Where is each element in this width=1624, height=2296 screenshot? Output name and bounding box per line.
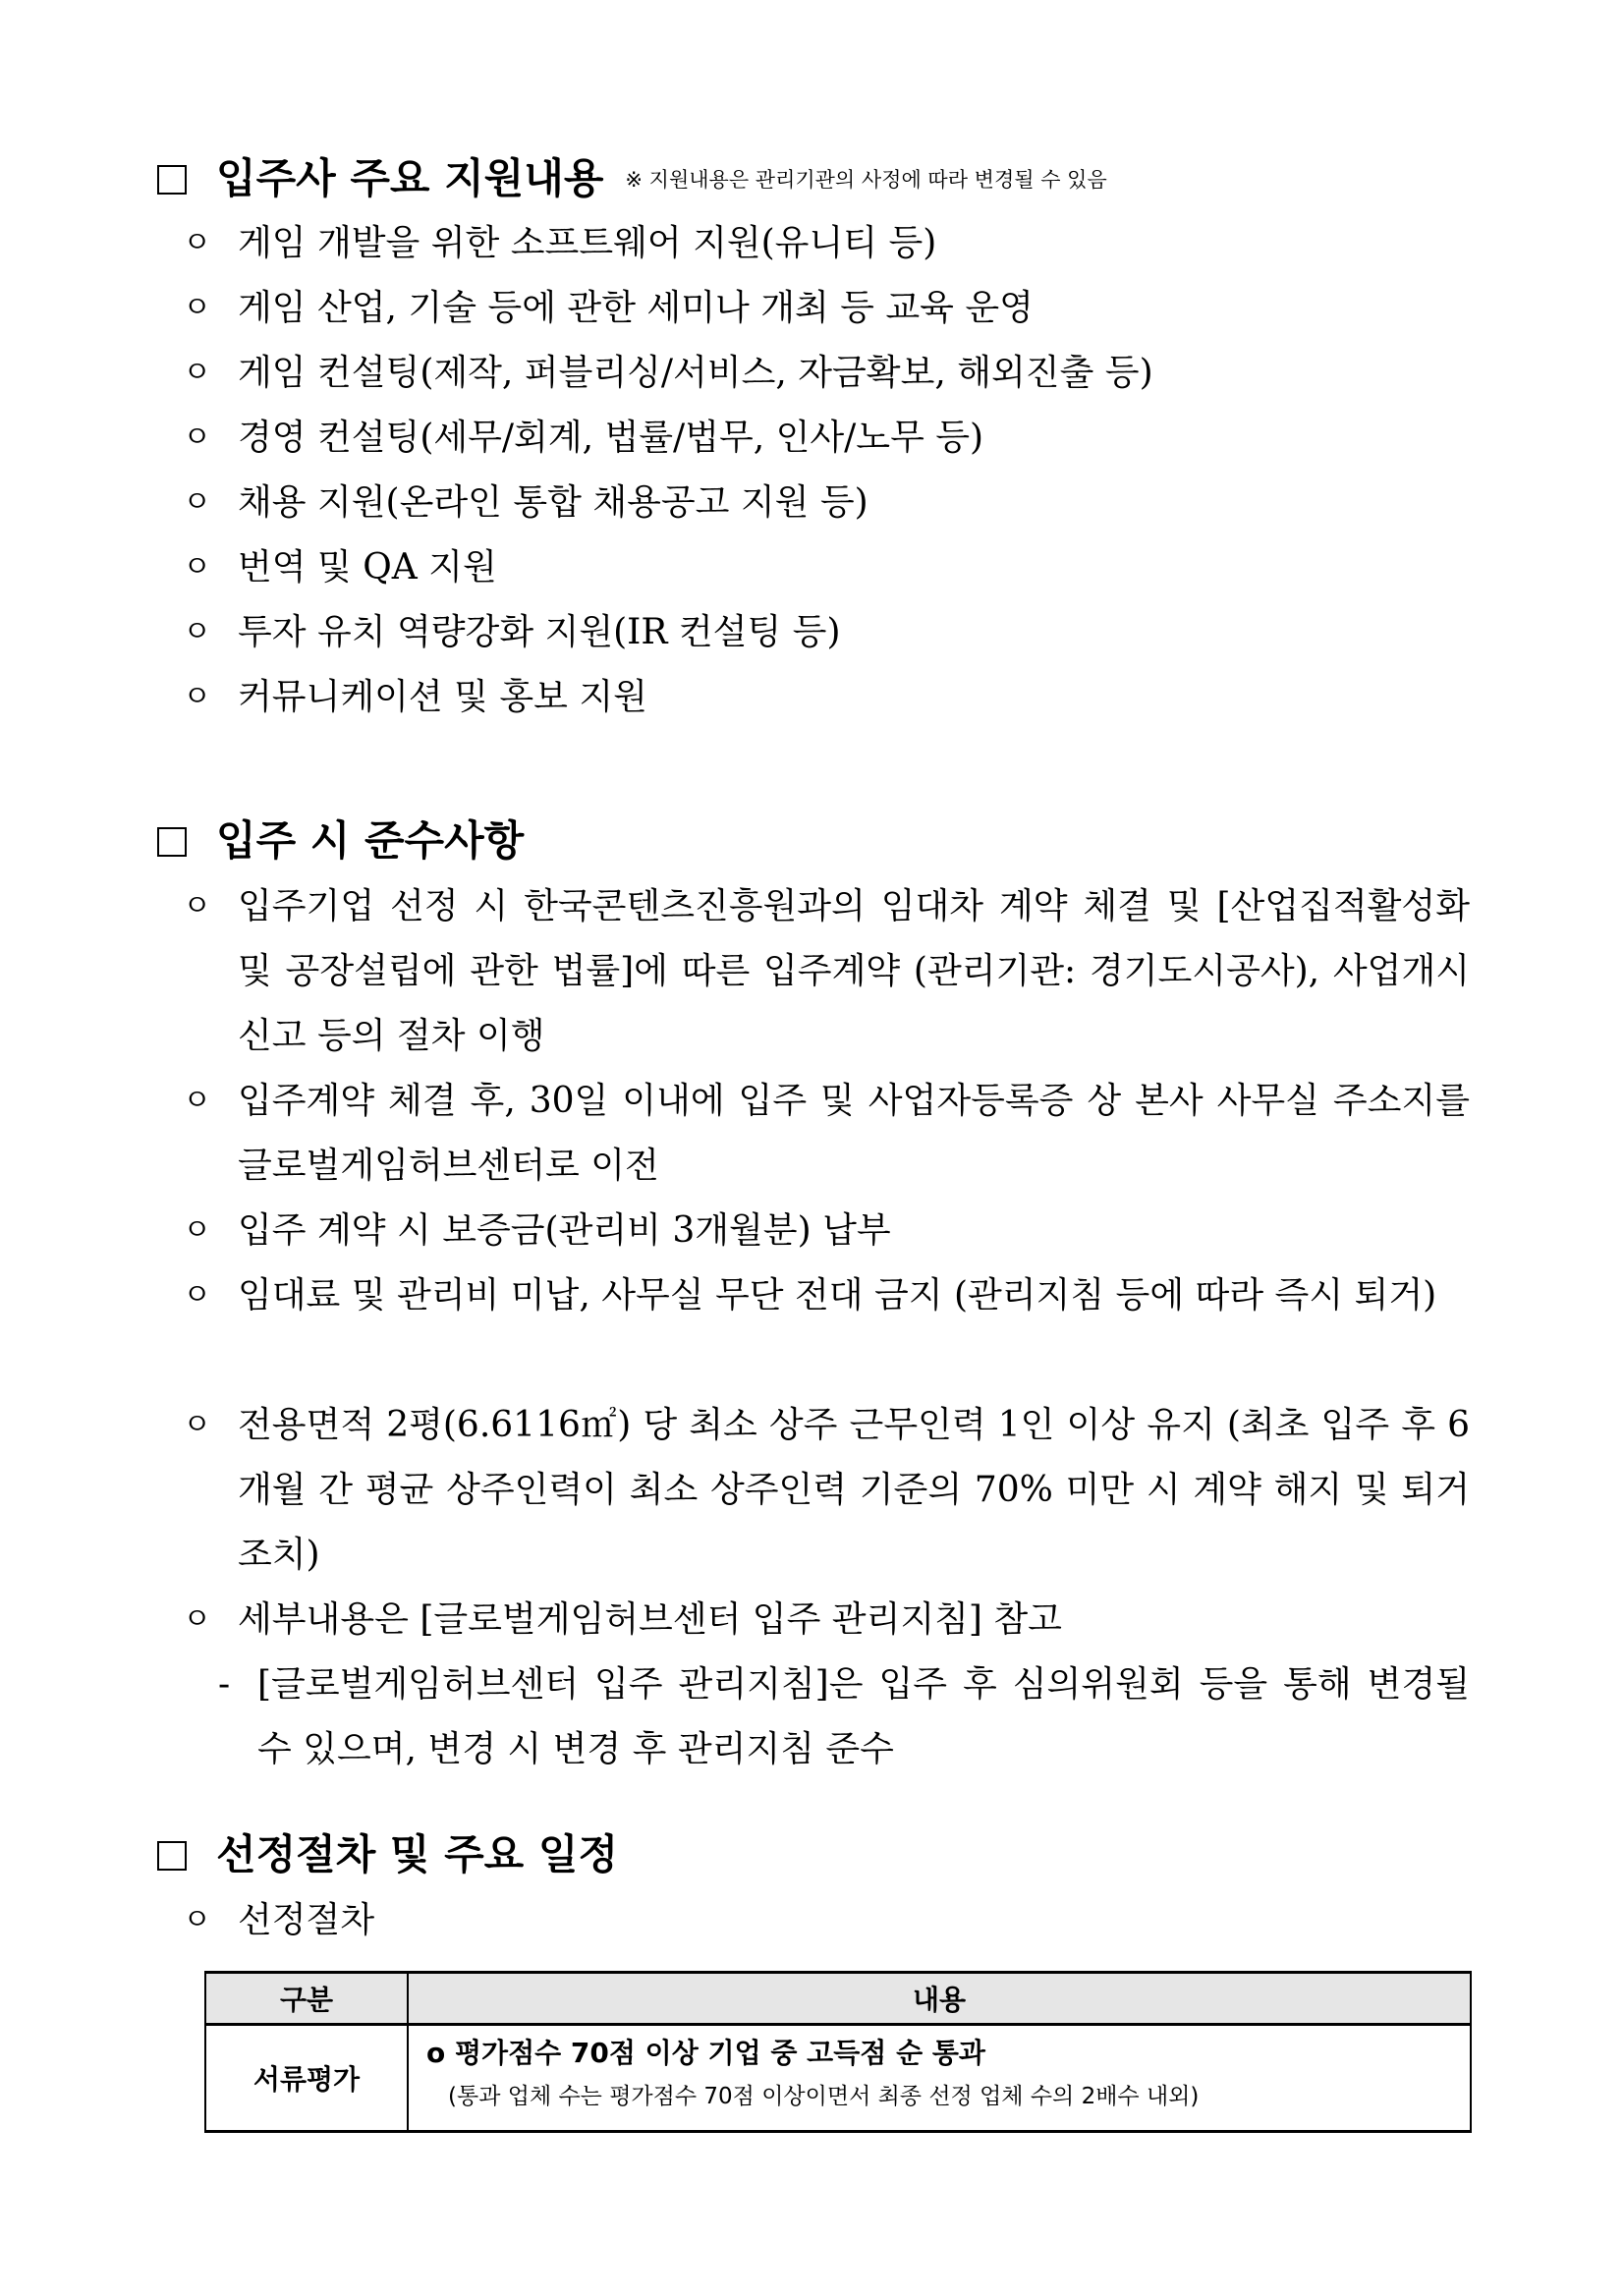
checkbox-icon [157,1841,187,1871]
list-item: ㅇ 번역 및 QA 지원 [183,535,1470,600]
bullet-icon: ㅇ [183,1084,211,1118]
list-item: ㅇ 투자 유치 역량강화 지원(IR 컨설팅 등) [183,600,1470,665]
list-item: ㅇ 커뮤니케이션 및 홍보 지원 [183,665,1470,730]
list-item: ㅇ 게임 개발을 위한 소프트웨어 지원(유니티 등) [183,211,1470,276]
content-sub: (통과 업체 수는 평가점수 70점 이상이면서 최종 선정 업체 수의 2배수 내외) [448,2084,1200,2109]
section-note: ※ 지원내용은 관리기관의 사정에 따라 변경될 수 있음 [625,168,1107,192]
bullet-icon: ㅇ [183,1903,211,1937]
section-title-compliance: 입주 시 준수사항 [157,813,524,868]
table-header-content: 내용 [408,1973,1471,2025]
sub-list-item: - [글로벌게임허브센터 입주 관리지침]은 입주 후 심의위원회 등을 통해 변경될 수 있으며, 변경 시 변경 후 관리지침 준수 [218,1652,1470,1782]
list-item: ㅇ 입주기업 선정 시 한국콘텐츠진흥원과의 임대차 계약 체결 및 [산업집적활성화 및 공장설립에 관한 법률]에 따른 입주계약 (관리기관: 경기도시공사), 사업개시신고 등의 절차 이행 [183,874,1470,1069]
bullet-icon: ㅇ [183,615,211,649]
table-row [205,2025,1471,2132]
bullet-icon: ㅇ [183,485,211,520]
bullet-icon: ㅇ [183,1278,211,1313]
bullet-icon: ㅇ [183,1408,211,1442]
content-main: o 평가점수 70점 이상 기업 중 고득점 순 통과 [426,2037,985,2069]
list-item: ㅇ 세부내용은 [글로벌게임허브센터 입주 관리지침] 참고 [183,1588,1470,1652]
list-item: ㅇ 선정절차 [183,1888,1470,1953]
table-cell-content [408,2025,1471,2132]
table-cell-category: 서류평가 [205,2025,408,2132]
list-item: ㅇ 입주 계약 시 보증금(관리비 3개월분) 납부 [183,1199,1470,1263]
bullet-icon: ㅇ [183,291,211,325]
table-header-category: 구분 [205,1973,408,2025]
section-title-support: 입주사 주요 지원내용 ※ 지원내용은 관리기관의 사정에 따라 변경될 수 있음 [157,151,1107,207]
list-item: ㅇ 전용면적 2평(6.6116㎡) 당 최소 상주 근무인력 1인 이상 유지 (최초 입주 후 6개월 간 평균 상주인력이 최소 상주인력 기준의 70% 미만 시 계약 해지 및 퇴거 조치) [183,1393,1470,1588]
checkbox-icon [157,165,187,195]
bullet-icon: ㅇ [183,550,211,585]
list-item: ㅇ 게임 산업, 기술 등에 관한 세미나 개최 등 교육 운영 [183,276,1470,341]
list-item: ㅇ 임대료 및 관리비 미납, 사무실 무단 전대 금지 (관리지침 등에 따라 즉시 퇴거) [183,1263,1470,1328]
list-item: ㅇ 경영 컨설팅(세무/회계, 법률/법무, 인사/노무 등) [183,406,1470,471]
list-item: ㅇ 채용 지원(온라인 통합 채용공고 지원 등) [183,471,1470,535]
bullet-icon: ㅇ [183,356,211,390]
bullet-icon: ㅇ [183,1602,211,1637]
bullet-icon: ㅇ [183,889,211,924]
checkbox-icon [157,827,187,857]
list-item: ㅇ 게임 컨설팅(제작, 퍼블리싱/서비스, 자금확보, 해외진출 등) [183,341,1470,406]
section-title-selection: 선정절차 및 주요 일정 [157,1827,618,1882]
bullet-icon: ㅇ [183,420,211,455]
table-header-row [205,1973,1471,2025]
list-item: ㅇ 입주계약 체결 후, 30일 이내에 입주 및 사업자등록증 상 본사 사무실 주소지를 글로벌게임허브센터로 이전 [183,1069,1470,1199]
bullet-icon: ㅇ [183,680,211,714]
bullet-icon: ㅇ [183,1213,211,1248]
bullet-icon: ㅇ [183,226,211,260]
selection-procedure-table [204,1971,1472,2133]
dash-icon: - [218,1664,231,1705]
